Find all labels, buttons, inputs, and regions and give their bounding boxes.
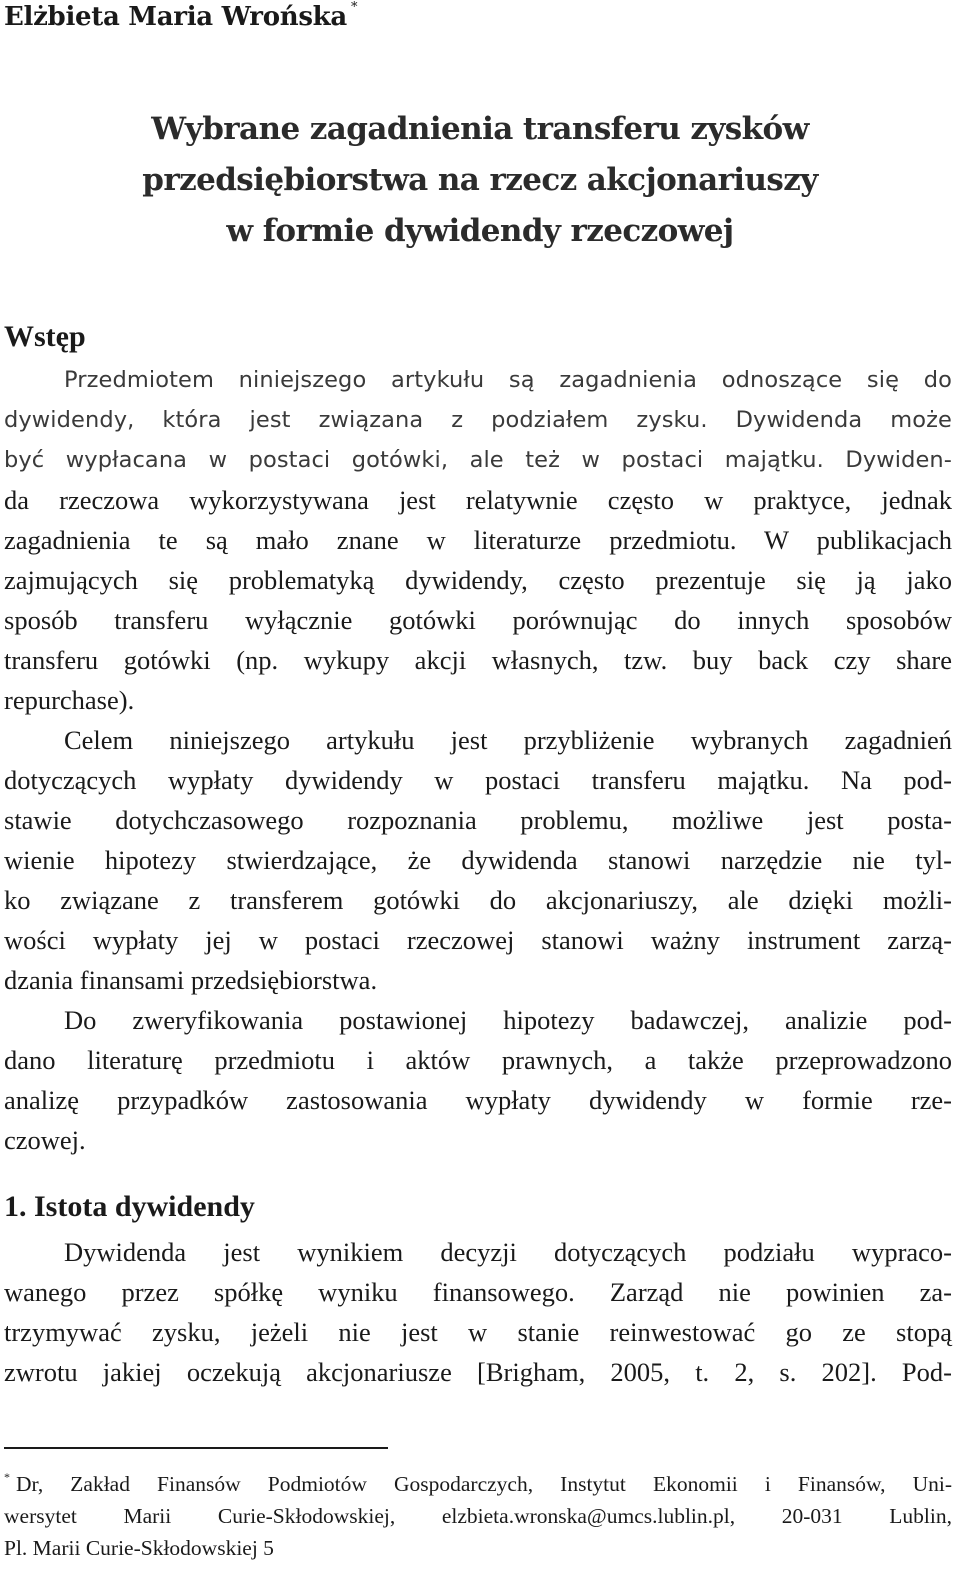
body-line: sposób transferu wyłącznie gotówki porównując do innych sposobów — [4, 605, 952, 635]
body-line: zwrotu jakiej oczekują akcjonariusze [Brigham, 2005, t. 2, s. 202]. Pod- — [4, 1357, 952, 1387]
footnote-line: wersytet Marii Curie-Skłodowskiej, elzbieta.wronska@umcs.lublin.pl, 20-031 Lublin, — [4, 1504, 952, 1528]
article-title — [0, 104, 960, 257]
body-line: być wypłacana w postaci gotówki, ale też w postaci majątku. Dywiden- — [4, 447, 952, 473]
body-line: Dywidenda jest wynikiem decyzji dotyczących podziału wypraco- — [64, 1237, 952, 1267]
body-line: da rzeczowa wykorzystywana jest relatywnie często w praktyce, jednak — [4, 485, 952, 515]
body-line: dotyczących wypłaty dywidendy w postaci transferu majątku. Na pod- — [4, 765, 952, 795]
section-heading-intro: Wstęp — [4, 320, 86, 353]
footnote-line: Pl. Marii Curie-Skłodowskiej 5 — [4, 1536, 274, 1560]
body-line: wanego przez spółkę wyniku finansowego. Zarząd nie powinien za- — [4, 1277, 952, 1307]
footnote-text: Dr, Zakład Finansów Podmiotów Gospodarczych, Instytut Ekonomii i Finansów, Uni- — [16, 1472, 952, 1496]
footnote-marker: * — [4, 1470, 10, 1484]
body-line: stawie dotychczasowego rozpoznania problemu, możliwe jest posta- — [4, 805, 952, 835]
body-line: analizę przypadków zastosowania wypłaty dywidendy w formie rze- — [4, 1085, 952, 1115]
body-line: ko związane z transferem gotówki do akcjonariuszy, ale dzięki możli- — [4, 885, 952, 915]
body-line: zajmujących się problematyką dywidendy, często prezentuje się ją jako — [4, 565, 952, 595]
author-name-text: Elżbieta Maria Wrońska — [4, 2, 347, 32]
body-line: Celem niniejszego artykułu jest przybliżenie wybranych zagadnień — [64, 725, 952, 755]
body-line: wienie hipotezy stwierdzające, że dywidenda stanowi narzędzie nie tyl- — [4, 845, 952, 875]
footnote-separator — [4, 1447, 388, 1449]
body-line: trzymywać zysku, jeżeli nie jest w stanie reinwestować go ze stopą — [4, 1317, 952, 1347]
author-footnote-marker: * — [350, 0, 358, 15]
body-line: Przedmiotem niniejszego artykułu są zagadnienia odnoszące się do — [64, 367, 952, 393]
body-line: dano literaturę przedmiotu i aktów prawnych, a także przeprowadzono — [4, 1045, 952, 1075]
footnote-line — [4, 1468, 952, 1503]
body-line: Do zweryfikowania postawionej hipotezy badawczej, analizie pod- — [64, 1005, 952, 1035]
body-line: dzania finansami przedsiębiorstwa. — [4, 965, 378, 995]
body-line: wości wypłaty jej w postaci rzeczowej stanowi ważny instrument zarzą- — [4, 925, 952, 955]
title-line: Wybrane zagadnienia transferu zysków — [151, 111, 809, 147]
body-line: zagadnienia te są mało znane w literaturze przedmiotu. W publikacjach — [4, 525, 952, 555]
body-line: repurchase). — [4, 685, 135, 715]
body-line: czowej. — [4, 1125, 86, 1155]
title-line: w formie dywidendy rzeczowej — [226, 213, 734, 249]
section-heading-1: 1. Istota dywidendy — [4, 1190, 255, 1223]
title-line: przedsiębiorstwa na rzecz akcjonariuszy — [142, 162, 818, 198]
author-name — [4, 0, 357, 39]
body-line: transferu gotówki (np. wykupy akcji własnych, tzw. buy back czy share — [4, 645, 952, 675]
body-line: dywidendy, która jest związana z podziałem zysku. Dywidenda może — [4, 407, 952, 433]
